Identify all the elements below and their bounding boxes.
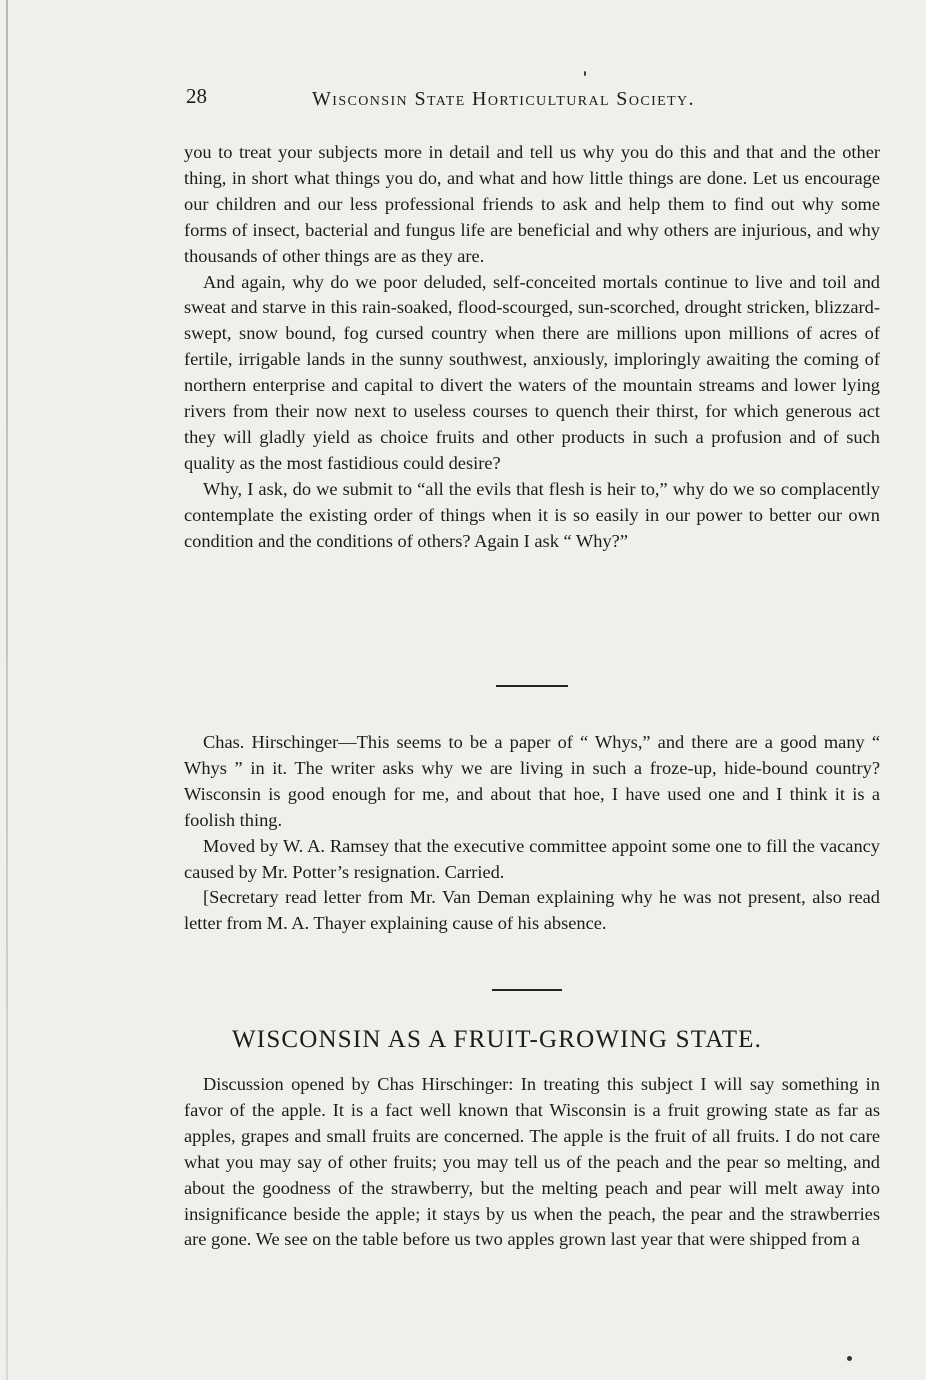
ink-speck — [584, 71, 586, 76]
paragraph: you to treat your subjects more in detail and tell us why you do this and that and the other thing, in short what things you do, and what and how little things are done. Let us encourage our children and our less professional friends to ask and help them to find out why some forms of insect, bacterial and fungus life are beneficial and why others are injurious, and why thousands of other things are as they are. — [184, 142, 880, 266]
page-number: 28 — [186, 84, 207, 108]
paper-conclusion — [184, 140, 880, 555]
section-body — [184, 1072, 880, 1253]
ink-speck — [847, 1356, 852, 1361]
running-head — [186, 84, 886, 114]
section-divider — [492, 989, 562, 991]
paragraph: Why, I ask, do we submit to “all the evils that flesh is heir to,” why do we so complacently contemplate the existing order of things when it is so easily in our power to better our own condition and the conditions of others? Again I ask “ Why?” — [184, 478, 880, 551]
discussion-block — [184, 730, 880, 937]
section-heading: WISCONSIN AS A FRUIT-GROWING STATE. — [232, 1026, 763, 1053]
section-divider — [496, 685, 568, 687]
binding-edge — [6, 0, 8, 1380]
paragraph: Moved by W. A. Ramsey that the executive committee appoint some one to fill the vacancy caused by Mr. Potter’s resignation. Carried. — [184, 835, 880, 882]
running-title: Wisconsin State Horticultural Society. — [312, 88, 695, 110]
paragraph: And again, why do we poor deluded, self-conceited mortals continue to live and toil and sweat and starve in this rain-soaked, flood-scourged, sun-scorched, drought stricken, blizzard-swept, snow bound, fog cursed country when there are millions upon millions of acres of fertile, irrigable lands in the sunny southwest, anxiously, imploringly awaiting the coming of northern enterprise and capital to divert the waters of the mountain streams and lower lying rivers from their now next to useless courses to quench their thirst, for which generous act they will gladly yield as choice fruits and other products in such a profusion and of such quality as the most fastidious could desire? — [184, 271, 880, 473]
paragraph: [Secretary read letter from Mr. Van Deman explaining why he was not present, also read letter from M. A. Thayer explaining cause of his absence. — [184, 887, 880, 934]
paragraph: Chas. Hirschinger—This seems to be a paper of “ Whys,” and there are a good many “ Whys ” in it. The writer asks why we are living in such a froze-up, hide-bound country? Wisconsin is good enough for me, and about that hoe, I have used one and I think it is a foolish thing. — [184, 732, 880, 830]
paragraph: Discussion opened by Chas Hirschinger: In treating this subject I will say something in favor of the apple. It is a fact well known that Wisconsin is a fruit growing state as far as apples, grapes and small fruits are concerned. The apple is the fruit of all fruits. I do not care what you may say of other fruits; you may tell us of the peach and the pear so melting, and about the goodness of the strawberry, but the melting peach and pear will melt away into insignificance beside the apple; it stays by us when the peach, the pear and the strawberries are gone. We see on the table before us two apples grown last year that were shipped from a — [184, 1074, 880, 1250]
